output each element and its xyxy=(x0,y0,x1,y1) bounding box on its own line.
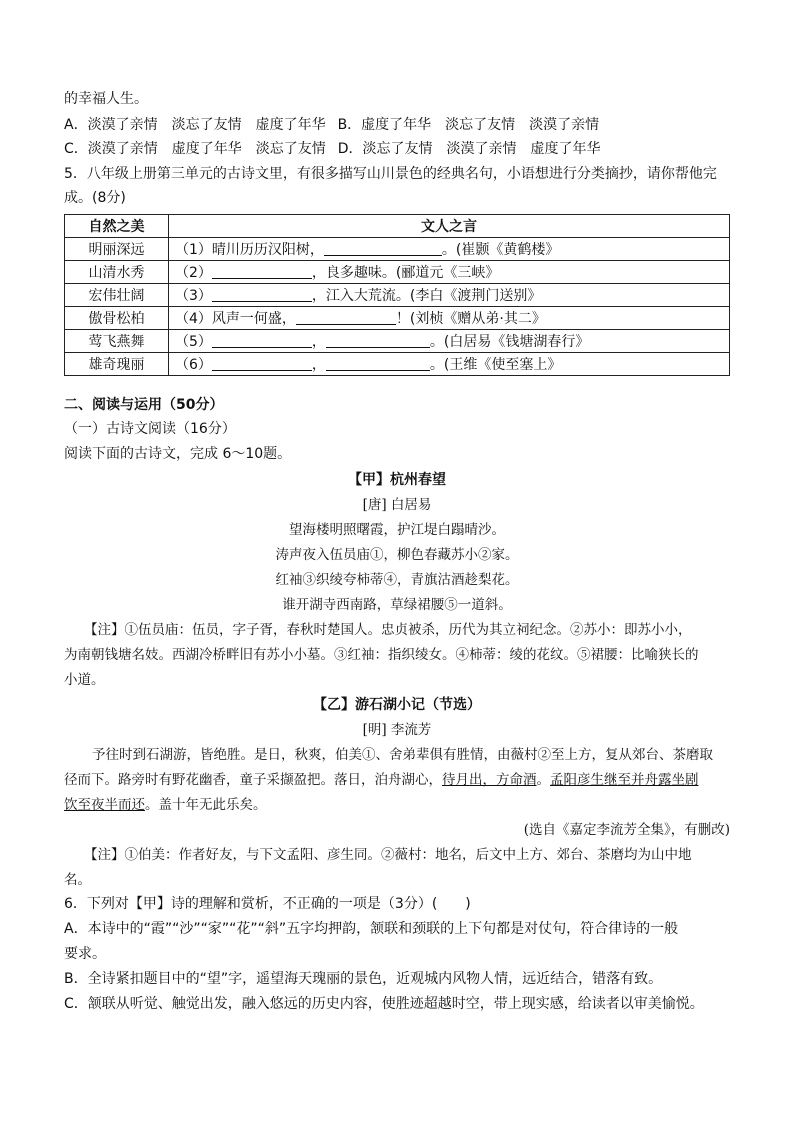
poem-a-note: 【注】①伍员庙：伍员，字子胥，春秋时楚国人。忠贞被杀，历代为其立祠纪念。②苏小：即苏小小， xyxy=(84,622,692,638)
prose-b-paragraph: 径而下。路旁时有野花幽香，童子采撷盈把。落日，泊舟湖心，待月出，方命酒。孟阳彦生继至并舟露坐剧 xyxy=(64,772,699,788)
underlined-sentence: 孟阳彦生继至并舟露坐剧 xyxy=(550,772,699,788)
answer-blank[interactable] xyxy=(212,356,312,371)
table-row xyxy=(65,238,730,261)
question-5-stem-cont: 成。(8分) xyxy=(64,190,126,206)
answer-blank[interactable] xyxy=(326,356,430,371)
quote-cell: （4）风声一何盛， ！(刘桢《赠从弟·其二》 xyxy=(169,307,730,330)
category-cell: 傲骨松柏 xyxy=(65,307,169,330)
table-row xyxy=(65,353,730,376)
table-row xyxy=(65,307,730,330)
quote-cell: （3） ，江入大荒流。(李白《渡荆门送别》 xyxy=(169,284,730,307)
category-cell: 宏伟壮阔 xyxy=(65,284,169,307)
answer-blank[interactable] xyxy=(296,310,396,325)
answer-blank[interactable] xyxy=(212,333,312,348)
answer-blank[interactable] xyxy=(212,287,312,302)
poem-a-line: 谁开湖寺西南路，草绿裙腰⑤一道斜。 xyxy=(282,597,512,613)
option-a: A．淡漠了亲情 淡忘了友情 虚度了年华 xyxy=(64,117,326,133)
option-row-cd xyxy=(64,139,744,159)
table-header-cell: 自然之美 xyxy=(65,215,169,238)
prose-b-source: (选自《嘉定李流芳全集》，有删改) xyxy=(523,822,730,838)
option-b: B．虚度了年华 淡忘了友情 淡漠了亲情 xyxy=(337,117,600,133)
prose-b-paragraph: 饮至夜半而还。盖十年无此乐矣。 xyxy=(64,797,267,813)
question-6-option-a: A．本诗中的“霞”“沙”“家”“花”“斜”五字均押韵，颔联和颈联的上下句都是对仗句，符合律诗的一般 xyxy=(64,921,679,937)
prose-b-paragraph: 予往时到石湖游，皆绝胜。是日，秋爽，伯美①、舍弟辈俱有胜情，由薇村②至上方，复从郊台、茶磨取 xyxy=(92,747,713,763)
table-row xyxy=(65,284,730,307)
answer-blank[interactable] xyxy=(324,241,442,256)
prose-b-note: 【注】①伯美：作者好友，与下文孟阳、彦生同。②薇村：地名，后文中上方、郊台、茶磨均为山中地 xyxy=(84,847,692,863)
question-6-option-c: C．颔联从听觉、触觉出发，融入悠远的历史内容，使胜迹超越时空，带上现实感，给读者以审美愉悦。 xyxy=(64,996,704,1012)
category-cell: 山清水秀 xyxy=(65,261,169,284)
quote-cell: （6） ， 。(王维《使至塞上》 xyxy=(169,353,730,376)
question-6-option-a-cont: 要求。 xyxy=(64,946,106,962)
poem-a-note: 小道。 xyxy=(64,672,105,688)
option-d: D．淡忘了友情 淡漠了亲情 虚度了年华 xyxy=(337,141,601,157)
poem-a-line: 涛声夜入伍员庙①，柳色春藏苏小②家。 xyxy=(275,547,519,563)
poem-a-title: 【甲】杭州春望 xyxy=(348,472,446,488)
table-row xyxy=(65,330,730,353)
question-6-option-b: B．全诗紧扣题目中的“望”字，遥望海天瑰丽的景色，近观城内风物人情，远近结合，错落有致。 xyxy=(64,971,663,987)
section-title: 二、阅读与运用（50分） xyxy=(64,397,224,413)
continued-line: 的幸福人生。 xyxy=(64,91,148,107)
option-c: C．淡漠了亲情 虚度了年华 淡忘了友情 xyxy=(64,141,326,157)
prose-b-title: 【乙】游石湖小记（节选） xyxy=(313,697,481,713)
subsection-title: （一）古诗文阅读（16分） xyxy=(64,421,236,437)
category-cell: 莺飞燕舞 xyxy=(65,330,169,353)
question-5-stem: 5．八年级上册第三单元的古诗文里，有很多描写山川景色的经典名句，小语想进行分类摘抄，请你帮他完 xyxy=(64,166,717,182)
quote-cell: （1）晴川历历汉阳树， 。(崔颢《黄鹤楼》 xyxy=(169,238,730,261)
answer-blank[interactable] xyxy=(212,264,312,279)
answer-blank[interactable] xyxy=(326,333,430,348)
poem-a-note: 为南朝钱塘名妓。西湖冷桥畔旧有苏小小墓。③红袖：指织绫女。④柿蒂：绫的花纹。⑤裙腰：比喻狭长的 xyxy=(64,647,699,663)
table-header-row xyxy=(65,215,730,238)
underlined-sentence: 饮至夜半而还 xyxy=(64,797,145,813)
poetry-classification-table xyxy=(64,214,730,376)
table-header-cell: 文人之言 xyxy=(169,215,730,238)
category-cell: 雄奇瑰丽 xyxy=(65,353,169,376)
reading-instruction: 阅读下面的古诗文，完成 6～10题。 xyxy=(64,446,292,462)
underlined-sentence: 待月出，方命酒 xyxy=(442,772,537,788)
poem-a-line: 红袖③织绫夸柿蒂④，青旗沽酒趁梨花。 xyxy=(275,572,519,588)
quote-cell: （5） ， 。(白居易《钱塘湖春行》 xyxy=(169,330,730,353)
poem-a-line: 望海楼明照曙霞，护江堤白蹋晴沙。 xyxy=(289,522,505,538)
quote-cell: （2） ，良多趣味。(郦道元《三峡》 xyxy=(169,261,730,284)
table-row xyxy=(65,261,730,284)
prose-b-note: 名。 xyxy=(64,872,91,888)
option-row-ab xyxy=(64,115,744,135)
poem-a-author: [唐] 白居易 xyxy=(362,497,432,513)
question-6-stem: 6．下列对【甲】诗的理解和赏析，不正确的一项是（3分）( ) xyxy=(64,896,471,912)
category-cell: 明丽深远 xyxy=(65,238,169,261)
prose-b-author: [明] 李流芳 xyxy=(362,722,432,738)
